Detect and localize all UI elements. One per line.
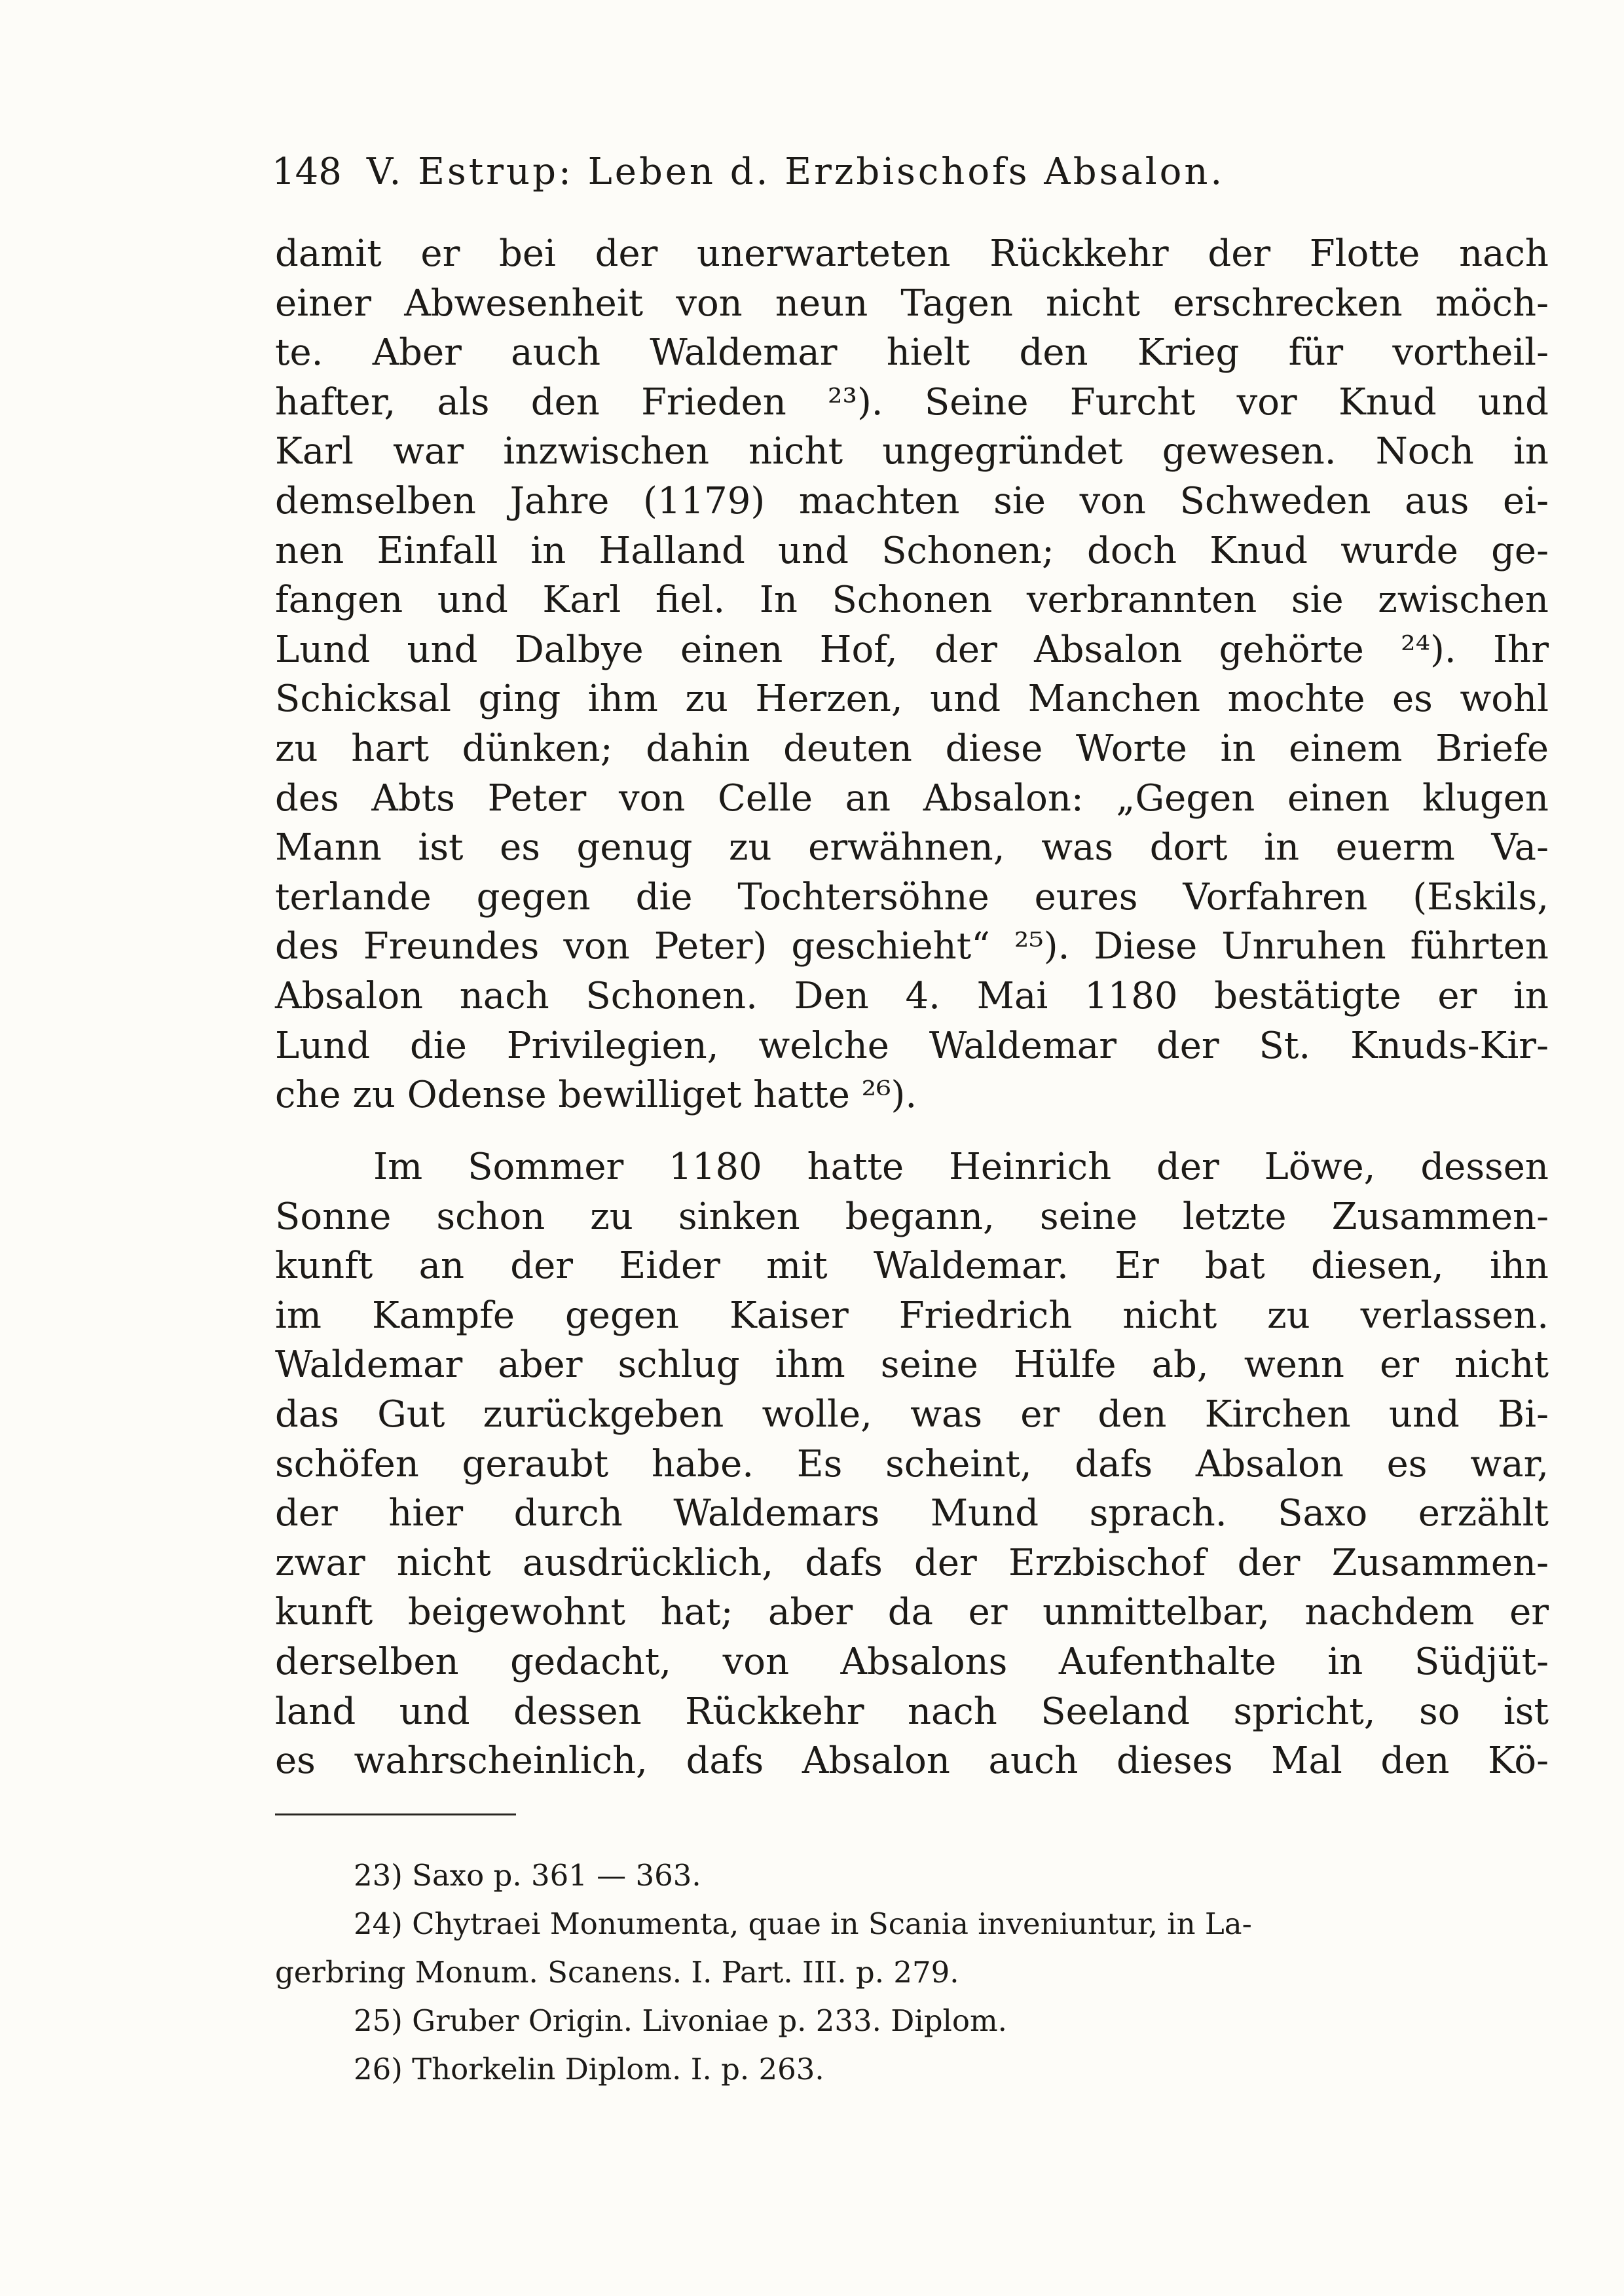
running-title: V. Estrup: Leben d. Erzbischofs Absalon. (366, 151, 1225, 193)
text-line: Im Sommer 1180 hatte Heinrich der Löwe, dessen (373, 1146, 1549, 1188)
running-header (272, 149, 1529, 195)
text-line: zwar nicht ausdrücklich, dafs der Erzbischof der Zusammen- (275, 1541, 1549, 1584)
paragraph-2 (275, 1142, 1549, 1786)
footnote-26: 26) Thorkelin Diplom. I. p. 263. (354, 2052, 824, 2086)
text-line: derselben gedacht, von Absalons Aufenthalte in Südjüt- (275, 1640, 1549, 1683)
paragraph-1 (275, 229, 1549, 1120)
text-line: Schicksal ging ihm zu Herzen, und Manchen mochte es wohl (275, 678, 1549, 721)
text-line: das Gut zurückgeben wolle, was er den Kirchen und Bi- (275, 1393, 1549, 1436)
text-line: nen Einfall in Halland und Schonen; doch Knud wurde ge- (275, 529, 1549, 572)
text-line: Absalon nach Schonen. Den 4. Mai 1180 bestätigte er in (275, 974, 1549, 1017)
footnotes (275, 1851, 1549, 2094)
text-line: der hier durch Waldemars Mund sprach. Saxo erzählt (275, 1492, 1549, 1535)
footnote-rule (275, 1813, 516, 1815)
text-line: Waldemar aber schlug ihm seine Hülfe ab, wenn er nicht (275, 1343, 1549, 1387)
text-line: Karl war inzwischen nicht ungegründet gewesen. Noch in (275, 430, 1549, 473)
text-line: kunft an der Eider mit Waldemar. Er bat diesen, ihn (275, 1245, 1549, 1288)
text-line: Lund die Privilegien, welche Waldemar der St. Knuds-Kir- (275, 1024, 1549, 1067)
text-line: Lund und Dalbye einen Hof, der Absalon gehörte ²⁴). Ihr (275, 628, 1549, 671)
text-line: Sonne schon zu sinken begann, seine letzte Zusammen- (275, 1195, 1549, 1238)
footnote-24-continued: gerbring Monum. Scanens. I. Part. III. p. 279. (275, 1955, 959, 1990)
text-line: che zu Odense bewilliget hatte ²⁶). (275, 1074, 917, 1117)
text-line: es wahrscheinlich, dafs Absalon auch dieses Mal den Kö- (275, 1740, 1549, 1783)
footnote-24: 24) Chytraei Monumenta, quae in Scania inveniuntur, in La- (354, 1906, 1252, 1941)
footnote-25: 25) Gruber Origin. Livoniae p. 233. Diplom. (354, 2003, 1007, 2038)
text-line: Mann ist es genug zu erwähnen, was dort in euerm Va- (275, 826, 1549, 869)
text-line: schöfen geraubt habe. Es scheint, dafs Absalon es war, (275, 1442, 1549, 1485)
text-line: land und dessen Rückkehr nach Seeland spricht, so ist (275, 1690, 1549, 1733)
text-line: im Kampfe gegen Kaiser Friedrich nicht zu verlassen. (275, 1294, 1549, 1337)
text-line: des Freundes von Peter) geschieht“ ²⁵). Diese Unruhen führten (275, 925, 1549, 968)
text-line: terlande gegen die Tochtersöhne eures Vorfahren (Eskils, (275, 875, 1549, 919)
page-number: 148 (272, 151, 342, 193)
text-line: demselben Jahre (1179) machten sie von Schweden aus ei- (275, 479, 1549, 522)
footnote-23: 23) Saxo p. 361 — 363. (354, 1858, 701, 1893)
text-line: zu hart dünken; dahin deuten diese Worte in einem Briefe (275, 727, 1549, 770)
text-line: hafter, als den Frieden ²³). Seine Furcht vor Knud und (275, 380, 1549, 424)
text-line: damit er bei der unerwarteten Rückkehr der Flotte nach (275, 232, 1549, 275)
text-line: einer Abwesenheit von neun Tagen nicht erschrecken möch- (275, 282, 1549, 325)
text-line: te. Aber auch Waldemar hielt den Krieg für vortheil- (275, 331, 1549, 374)
text-line: kunft beigewohnt hat; aber da er unmittelbar, nachdem er (275, 1591, 1549, 1634)
text-line: des Abts Peter von Celle an Absalon: „Gegen einen klugen (275, 776, 1549, 820)
text-line: fangen und Karl fiel. In Schonen verbrannten sie zwischen (275, 579, 1549, 622)
